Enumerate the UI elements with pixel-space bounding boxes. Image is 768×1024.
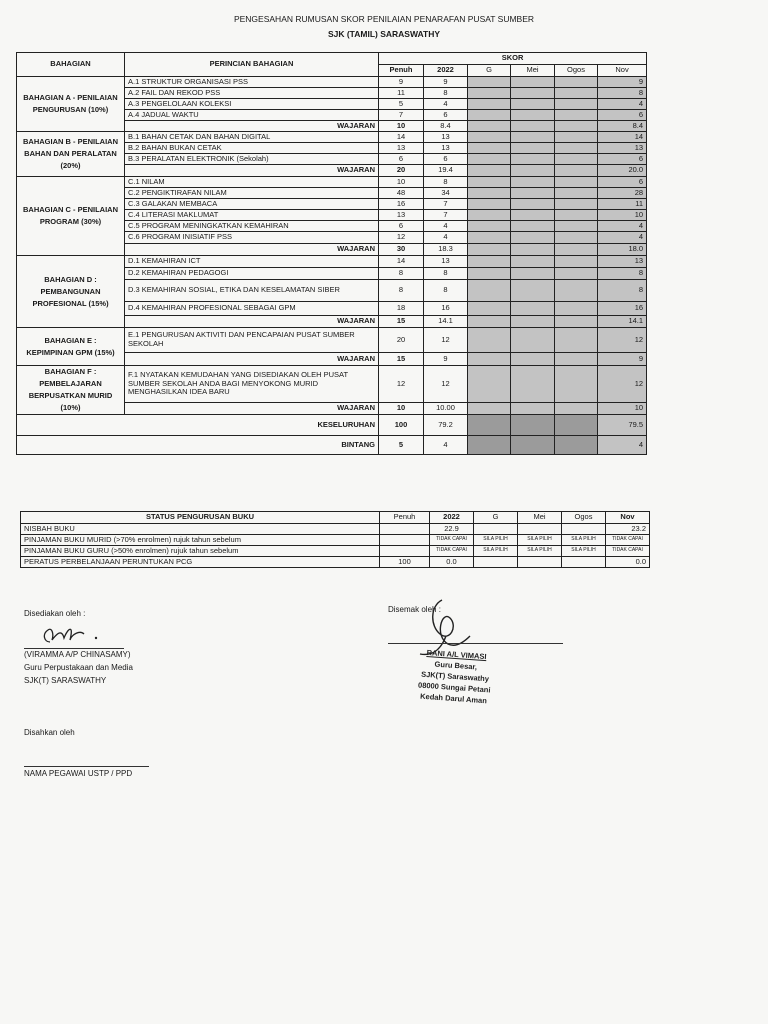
score-ogos	[555, 210, 598, 221]
score-penuh: 10	[379, 403, 424, 415]
score-g	[468, 199, 511, 210]
score-mei	[511, 99, 555, 110]
score-2022: 13	[424, 132, 468, 143]
score-ogos	[555, 221, 598, 232]
score-g	[468, 132, 511, 143]
score-mei	[511, 121, 555, 132]
score-g	[468, 121, 511, 132]
score-g	[468, 302, 511, 316]
score-2022: 18.3	[424, 244, 468, 256]
checked-sign-line	[388, 643, 563, 644]
status-label: PINJAMAN BUKU MURID (>70% enrolmen) rujuk tahun sebelum	[21, 535, 380, 546]
status-g: SILA PILIH	[474, 535, 518, 546]
score-nov: 4	[598, 99, 647, 110]
score-mei	[511, 302, 555, 316]
checked-by-label: Disemak oleh :	[388, 605, 441, 614]
prepared-name: (VIRAMMA A/P CHINASAMY)	[24, 650, 131, 659]
score-mei	[511, 366, 555, 403]
book-status-table	[20, 511, 650, 568]
wajaran-label: WAJARAN	[125, 244, 379, 256]
score-penuh: 20	[379, 328, 424, 353]
col-mei: Mei	[511, 65, 555, 77]
score-ogos	[555, 436, 598, 455]
score-g	[468, 436, 511, 455]
status-row	[21, 535, 650, 546]
score-ogos	[555, 232, 598, 244]
status-g	[474, 524, 518, 535]
school-name: SJK (TAMIL) SARASWATHY	[327, 29, 441, 39]
wajaran-label: WAJARAN	[125, 165, 379, 177]
score-penuh: 18	[379, 302, 424, 316]
score-nov: 14	[598, 132, 647, 143]
score-penuh: 13	[379, 143, 424, 154]
status-y2022: 22.9	[430, 524, 474, 535]
score-2022: 16	[424, 302, 468, 316]
stamp-title: Guru Besar,	[434, 659, 478, 672]
score-g	[468, 154, 511, 165]
score-penuh: 15	[379, 316, 424, 328]
score-ogos	[555, 177, 598, 188]
score-penuh: 7	[379, 110, 424, 121]
status-ogos: SILA PILIH	[562, 546, 606, 557]
item-label: D.3 KEMAHIRAN SOSIAL, ETIKA DAN KESELAMATAN SIBER	[125, 280, 379, 302]
score-ogos	[555, 366, 598, 403]
status-g	[474, 557, 518, 568]
score-2022: 79.2	[424, 415, 468, 436]
status-row	[21, 546, 650, 557]
score-g	[468, 268, 511, 280]
score-nov: 6	[598, 110, 647, 121]
score-mei	[511, 232, 555, 244]
section-name: BAHAGIAN B - PENILAIAN BAHAN DAN PERALATAN (20%)	[17, 132, 125, 177]
score-nov: 9	[598, 77, 647, 88]
score-g	[468, 221, 511, 232]
score-2022: 14.1	[424, 316, 468, 328]
score-mei	[511, 353, 555, 366]
score-penuh: 8	[379, 268, 424, 280]
score-penuh: 11	[379, 88, 424, 99]
score-g	[468, 110, 511, 121]
score-mei	[511, 268, 555, 280]
item-label: C.1 NILAM	[125, 177, 379, 188]
score-2022: 13	[424, 256, 468, 268]
score-penuh: 10	[379, 177, 424, 188]
item-label: C.5 PROGRAM MENINGKATKAN KEMAHIRAN	[125, 221, 379, 232]
signature-mark	[40, 620, 110, 650]
score-penuh: 15	[379, 353, 424, 366]
score-mei	[511, 88, 555, 99]
score-row	[17, 366, 647, 403]
status-title: STATUS PENGURUSAN BUKU	[21, 512, 380, 524]
col-2022: 2022	[424, 65, 468, 77]
stamp-school: SJK(T) Saraswathy	[420, 669, 490, 684]
section-name: BAHAGIAN E : KEPIMPINAN GPM (15%)	[17, 328, 125, 366]
score-penuh: 10	[379, 121, 424, 132]
col-nov: Nov	[598, 65, 647, 77]
score-2022: 7	[424, 199, 468, 210]
score-g	[468, 415, 511, 436]
score-ogos	[555, 244, 598, 256]
score-mei	[511, 177, 555, 188]
score-mei	[511, 244, 555, 256]
score-summary-table	[16, 52, 647, 455]
score-2022: 8	[424, 280, 468, 302]
item-label: F.1 NYATAKAN KEMUDAHAN YANG DISEDIAKAN OLEH PUSAT SUMBER SEKOLAH ANDA BAGI MENYOKONG MURID MENGHASILKAN IDEA BARU	[125, 366, 379, 403]
score-2022: 4	[424, 221, 468, 232]
item-label: A.3 PENGELOLAAN KOLEKSI	[125, 99, 379, 110]
score-nov: 11	[598, 199, 647, 210]
score-nov: 12	[598, 366, 647, 403]
status-nov: TIDAK CAPAI	[606, 546, 650, 557]
stamp-name: RANI A/L VIMASI	[426, 647, 487, 662]
score-penuh: 16	[379, 199, 424, 210]
score-row	[17, 328, 647, 353]
score-g	[468, 280, 511, 302]
status-nov: 23.2	[606, 524, 650, 535]
score-ogos	[555, 121, 598, 132]
prepared-by-label: Disediakan oleh :	[24, 609, 86, 618]
status-penuh: 100	[380, 557, 430, 568]
stamp-address2: Kedah Darul Aman	[419, 691, 488, 705]
item-label: A.1 STRUKTUR ORGANISASI PSS	[125, 77, 379, 88]
score-ogos	[555, 99, 598, 110]
score-nov: 9	[598, 353, 647, 366]
status-label: PINJAMAN BUKU GURU (>50% enrolmen) rujuk tahun sebelum	[21, 546, 380, 557]
score-penuh: 14	[379, 132, 424, 143]
document-title: PENGESAHAN RUMUSAN SKOR PENILAIAN PENARAFAN PUSAT SUMBER	[233, 14, 535, 24]
status-col-2022: 2022	[430, 512, 474, 524]
score-g	[468, 188, 511, 199]
score-nov: 8	[598, 280, 647, 302]
status-y2022: TIDAK CAPAI	[430, 546, 474, 557]
score-2022: 6	[424, 154, 468, 165]
approved-sign-line	[24, 766, 149, 767]
item-label: D.4 KEMAHIRAN PROFESIONAL SEBAGAI GPM	[125, 302, 379, 316]
score-g	[468, 244, 511, 256]
item-label: B.1 BAHAN CETAK DAN BAHAN DIGITAL	[125, 132, 379, 143]
section-name: BAHAGIAN A - PENILAIAN PENGURUSAN (10%)	[17, 77, 125, 132]
status-nov: 0.0	[606, 557, 650, 568]
status-nov: TIDAK CAPAI	[606, 535, 650, 546]
section-name: BAHAGIAN C - PENILAIAN PROGRAM (30%)	[17, 177, 125, 256]
col-g: G	[468, 65, 511, 77]
item-label: C.2 PENGIKTIRAFAN NILAM	[125, 188, 379, 199]
score-mei	[511, 415, 555, 436]
score-ogos	[555, 353, 598, 366]
status-g: SILA PILIH	[474, 546, 518, 557]
section-name: BAHAGIAN D : PEMBANGUNAN PROFESIONAL (15%)	[17, 256, 125, 328]
keseluruhan-label: KESELURUHAN	[17, 415, 379, 436]
status-y2022: 0.0	[430, 557, 474, 568]
score-mei	[511, 280, 555, 302]
item-label: B.2 BAHAN BUKAN CETAK	[125, 143, 379, 154]
score-ogos	[555, 77, 598, 88]
score-mei	[511, 403, 555, 415]
score-2022: 8	[424, 268, 468, 280]
item-label: E.1 PENGURUSAN AKTIVITI DAN PENCAPAIAN PUSAT SUMBER SEKOLAH	[125, 328, 379, 353]
score-g	[468, 143, 511, 154]
score-nov: 8	[598, 88, 647, 99]
score-nov: 28	[598, 188, 647, 199]
wajaran-label: WAJARAN	[125, 121, 379, 132]
score-2022: 12	[424, 366, 468, 403]
score-g	[468, 177, 511, 188]
status-mei	[518, 524, 562, 535]
score-mei	[511, 210, 555, 221]
status-penuh	[380, 524, 430, 535]
score-row	[17, 256, 647, 268]
score-ogos	[555, 188, 598, 199]
score-ogos	[555, 154, 598, 165]
item-label: C.6 PROGRAM INISIATIF PSS	[125, 232, 379, 244]
score-ogos	[555, 165, 598, 177]
col-penuh: Penuh	[379, 65, 424, 77]
score-g	[468, 232, 511, 244]
score-penuh: 5	[379, 436, 424, 455]
score-ogos	[555, 328, 598, 353]
score-ogos	[555, 143, 598, 154]
score-mei	[511, 188, 555, 199]
score-2022: 7	[424, 210, 468, 221]
status-col-g: G	[474, 512, 518, 524]
status-y2022: TIDAK CAPAI	[430, 535, 474, 546]
score-2022: 4	[424, 232, 468, 244]
score-2022: 9	[424, 77, 468, 88]
score-penuh: 14	[379, 256, 424, 268]
status-col-penuh: Penuh	[380, 512, 430, 524]
stamp-address1: 08000 Sungai Petani	[417, 680, 491, 695]
score-g	[468, 353, 511, 366]
item-label: C.3 GALAKAN MEMBACA	[125, 199, 379, 210]
score-nov: 4	[598, 232, 647, 244]
score-nov: 12	[598, 328, 647, 353]
score-mei	[511, 436, 555, 455]
score-nov: 10	[598, 403, 647, 415]
score-2022: 6	[424, 110, 468, 121]
score-mei	[511, 256, 555, 268]
score-mei	[511, 143, 555, 154]
score-2022: 34	[424, 188, 468, 199]
score-nov: 13	[598, 256, 647, 268]
col-perincian: PERINCIAN BAHAGIAN	[125, 53, 379, 77]
school-stamp	[393, 646, 517, 709]
status-ogos	[562, 557, 606, 568]
score-penuh: 5	[379, 99, 424, 110]
score-mei	[511, 154, 555, 165]
score-ogos	[555, 88, 598, 99]
score-ogos	[555, 415, 598, 436]
score-ogos	[555, 268, 598, 280]
score-penuh: 9	[379, 77, 424, 88]
score-2022: 10.00	[424, 403, 468, 415]
item-label: A.2 FAIL DAN REKOD PSS	[125, 88, 379, 99]
col-bahagian: BAHAGIAN	[17, 53, 125, 77]
score-mei	[511, 165, 555, 177]
score-g	[468, 210, 511, 221]
status-penuh	[380, 535, 430, 546]
score-2022: 4	[424, 99, 468, 110]
score-penuh: 48	[379, 188, 424, 199]
score-2022: 13	[424, 143, 468, 154]
score-penuh: 12	[379, 366, 424, 403]
item-label: B.3 PERALATAN ELEKTRONIK (Sekolah)	[125, 154, 379, 165]
score-ogos	[555, 280, 598, 302]
score-nov: 6	[598, 177, 647, 188]
score-penuh: 6	[379, 221, 424, 232]
section-name: BAHAGIAN F : PEMBELAJARAN BERPUSATKAN MURID (10%)	[17, 366, 125, 415]
score-row	[17, 132, 647, 143]
item-label: A.4 JADUAL WAKTU	[125, 110, 379, 121]
item-label: D.2 KEMAHIRAN PEDAGOGI	[125, 268, 379, 280]
score-mei	[511, 77, 555, 88]
score-g	[468, 165, 511, 177]
score-mei	[511, 110, 555, 121]
status-row	[21, 524, 650, 535]
status-label: PERATUS PERBELANJAAN PERUNTUKAN PCG	[21, 557, 380, 568]
score-nov: 4	[598, 221, 647, 232]
score-nov: 13	[598, 143, 647, 154]
keseluruhan-row	[17, 415, 647, 436]
status-label: NISBAH BUKU	[21, 524, 380, 535]
status-ogos: SILA PILIH	[562, 535, 606, 546]
officer-label: NAMA PEGAWAI USTP / PPD	[24, 769, 133, 778]
score-nov: 10	[598, 210, 647, 221]
score-penuh: 12	[379, 232, 424, 244]
score-row	[17, 77, 647, 88]
score-2022: 8	[424, 177, 468, 188]
col-skor: SKOR	[379, 53, 647, 65]
wajaran-label: WAJARAN	[125, 353, 379, 366]
score-g	[468, 403, 511, 415]
score-g	[468, 366, 511, 403]
score-penuh: 8	[379, 280, 424, 302]
prepared-school: SJK(T) SARASWATHY	[24, 676, 107, 685]
score-ogos	[555, 403, 598, 415]
score-nov: 79.5	[598, 415, 647, 436]
bintang-row	[17, 436, 647, 455]
col-ogos: Ogos	[555, 65, 598, 77]
score-ogos	[555, 199, 598, 210]
score-g	[468, 316, 511, 328]
score-ogos	[555, 256, 598, 268]
prepared-sign-line	[24, 648, 124, 649]
status-penuh	[380, 546, 430, 557]
score-2022: 12	[424, 328, 468, 353]
score-nov: 14.1	[598, 316, 647, 328]
score-ogos	[555, 132, 598, 143]
score-g	[468, 77, 511, 88]
score-g	[468, 328, 511, 353]
score-2022: 19.4	[424, 165, 468, 177]
status-col-mei: Mei	[518, 512, 562, 524]
score-row	[17, 177, 647, 188]
score-mei	[511, 221, 555, 232]
status-col-ogos: Ogos	[562, 512, 606, 524]
status-mei: SILA PILIH	[518, 546, 562, 557]
approved-by-label: Disahkan oleh	[24, 728, 75, 737]
score-ogos	[555, 110, 598, 121]
score-nov: 20.0	[598, 165, 647, 177]
score-nov: 8	[598, 268, 647, 280]
wajaran-label: WAJARAN	[125, 316, 379, 328]
score-penuh: 30	[379, 244, 424, 256]
score-nov: 4	[598, 436, 647, 455]
score-nov: 16	[598, 302, 647, 316]
score-mei	[511, 328, 555, 353]
status-row	[21, 557, 650, 568]
score-penuh: 100	[379, 415, 424, 436]
status-mei: SILA PILIH	[518, 535, 562, 546]
prepared-title: Guru Perpustakaan dan Media	[24, 663, 133, 672]
status-col-nov: Nov	[606, 512, 650, 524]
score-g	[468, 256, 511, 268]
score-ogos	[555, 302, 598, 316]
status-ogos	[562, 524, 606, 535]
score-nov: 6	[598, 154, 647, 165]
score-g	[468, 99, 511, 110]
score-penuh: 13	[379, 210, 424, 221]
item-label: D.1 KEMAHIRAN ICT	[125, 256, 379, 268]
score-g	[468, 88, 511, 99]
score-mei	[511, 199, 555, 210]
status-mei	[518, 557, 562, 568]
score-2022: 4	[424, 436, 468, 455]
score-2022: 8	[424, 88, 468, 99]
score-2022: 9	[424, 353, 468, 366]
score-ogos	[555, 316, 598, 328]
score-2022: 8.4	[424, 121, 468, 132]
bintang-label: BINTANG	[17, 436, 379, 455]
score-mei	[511, 132, 555, 143]
score-nov: 8.4	[598, 121, 647, 132]
score-penuh: 20	[379, 165, 424, 177]
wajaran-label: WAJARAN	[125, 403, 379, 415]
score-nov: 18.0	[598, 244, 647, 256]
score-mei	[511, 316, 555, 328]
item-label: C.4 LITERASI MAKLUMAT	[125, 210, 379, 221]
score-penuh: 6	[379, 154, 424, 165]
